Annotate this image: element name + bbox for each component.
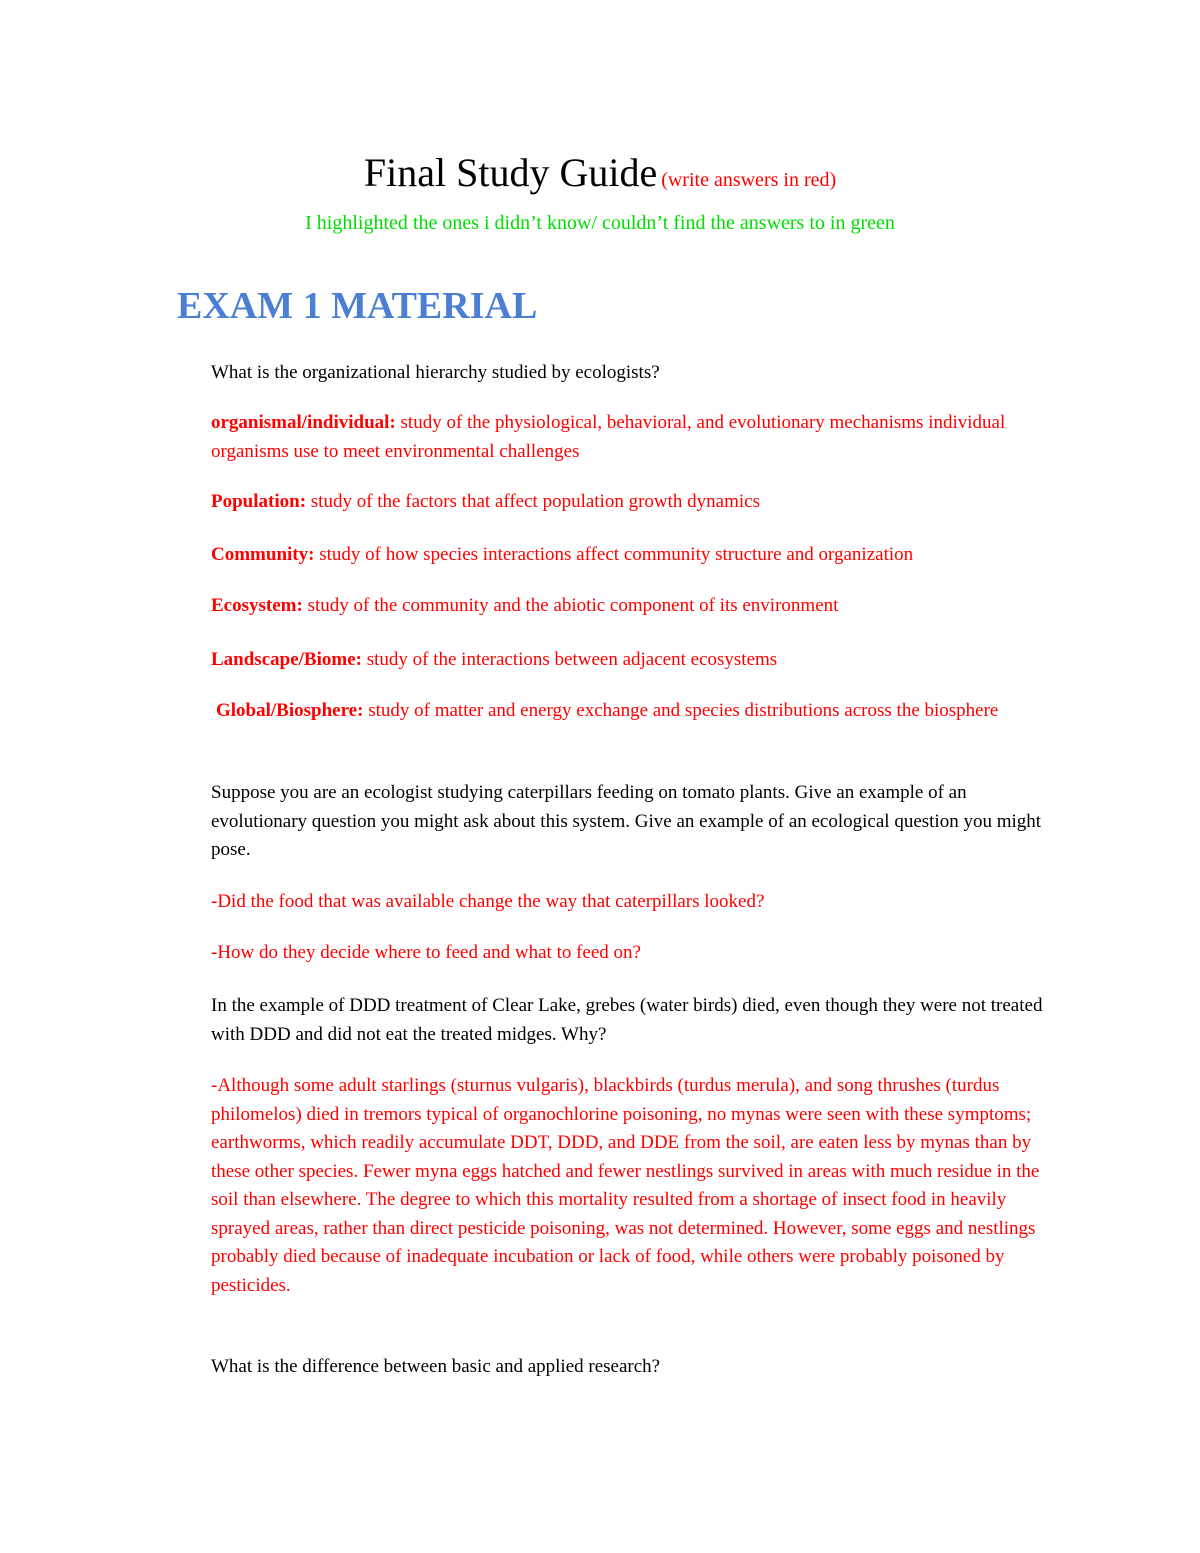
answer-term: Landscape/Biome: (211, 649, 362, 670)
title-line (0, 146, 1200, 209)
question-clear-lake: In the example of DDD treatment of Clear Lake, grebes (water birds) died, even though they were not treated with DDD and did not eat the treated midges. Why? (211, 995, 1043, 1045)
answer-level-global (216, 697, 1036, 726)
answer-level-landscape (211, 646, 1071, 675)
answer-text: study of the physiological, behavioral, and evolutionary mechanisms individual organisms use to meet environmental challenges (211, 412, 1006, 462)
answer-clear-lake: -Although some adult starlings (sturnus vulgaris), blackbirds (turdus merula), and song thrushes (turdus philomelos) died in tremors typical of organochlorine poisoning, no mynas were seen with these symptoms; earthworms, which readily accumulate DDT, DDD, and DDE from the soil, are eaten less by mynas than by these other species. Fewer myna eggs hatched and fewer nestlings survived in areas with much residue in the soil than elsewhere. The degree to which this mortality resulted from a shortage of insect food in heavily sprayed areas, rather than direct pesticide poisoning, was not determined. However, some eggs and nestlings probably died because of inadequate incubation or lack of food, while others were probably poisoned by pesticides. (211, 1075, 1040, 1296)
question-caterpillars: Suppose you are an ecologist studying caterpillars feeding on tomato plants. Give an example of an evolutionary question you might ask about this system. Give an example of an ecological question you might pose. (211, 782, 1042, 860)
title-note: (write answers in red) (661, 169, 837, 191)
question-basic-vs-applied: What is the difference between basic and applied research? (211, 1356, 661, 1377)
answer-level-ecosystem (211, 592, 1071, 621)
answer-text: study of the community and the abiotic component of its environment (302, 595, 839, 616)
answer-term: Ecosystem: (211, 595, 303, 616)
answer-text: study of the interactions between adjacent ecosystems (361, 649, 778, 670)
answer-ecological-question: -How do they decide where to feed and what to feed on? (211, 942, 641, 963)
answer-level-population (211, 488, 1071, 517)
answer-text: study of the factors that affect population growth dynamics (306, 491, 760, 512)
answer-level-organismal (211, 409, 1071, 466)
answer-term: Global/Biosphere: (216, 700, 364, 721)
question-organizational-hierarchy: What is the organizational hierarchy studied by ecologists? (211, 362, 660, 383)
answer-text: study of how species interactions affect community structure and organization (314, 544, 914, 565)
subtitle-note: I highlighted the ones i didn’t know/ couldn’t find the answers to in green (305, 212, 895, 234)
section-heading: EXAM 1 MATERIAL (177, 285, 538, 327)
answer-level-community (211, 541, 1071, 570)
page-title: Final Study Guide (363, 150, 658, 195)
answer-text: study of matter and energy exchange and species distributions across the biosphere (363, 700, 999, 721)
answer-term: Population: (211, 491, 307, 512)
answer-term: Community: (211, 544, 315, 565)
answer-term: organismal/individual: (211, 412, 396, 433)
answer-evolutionary-question: -Did the food that was available change the way that caterpillars looked? (211, 891, 765, 912)
